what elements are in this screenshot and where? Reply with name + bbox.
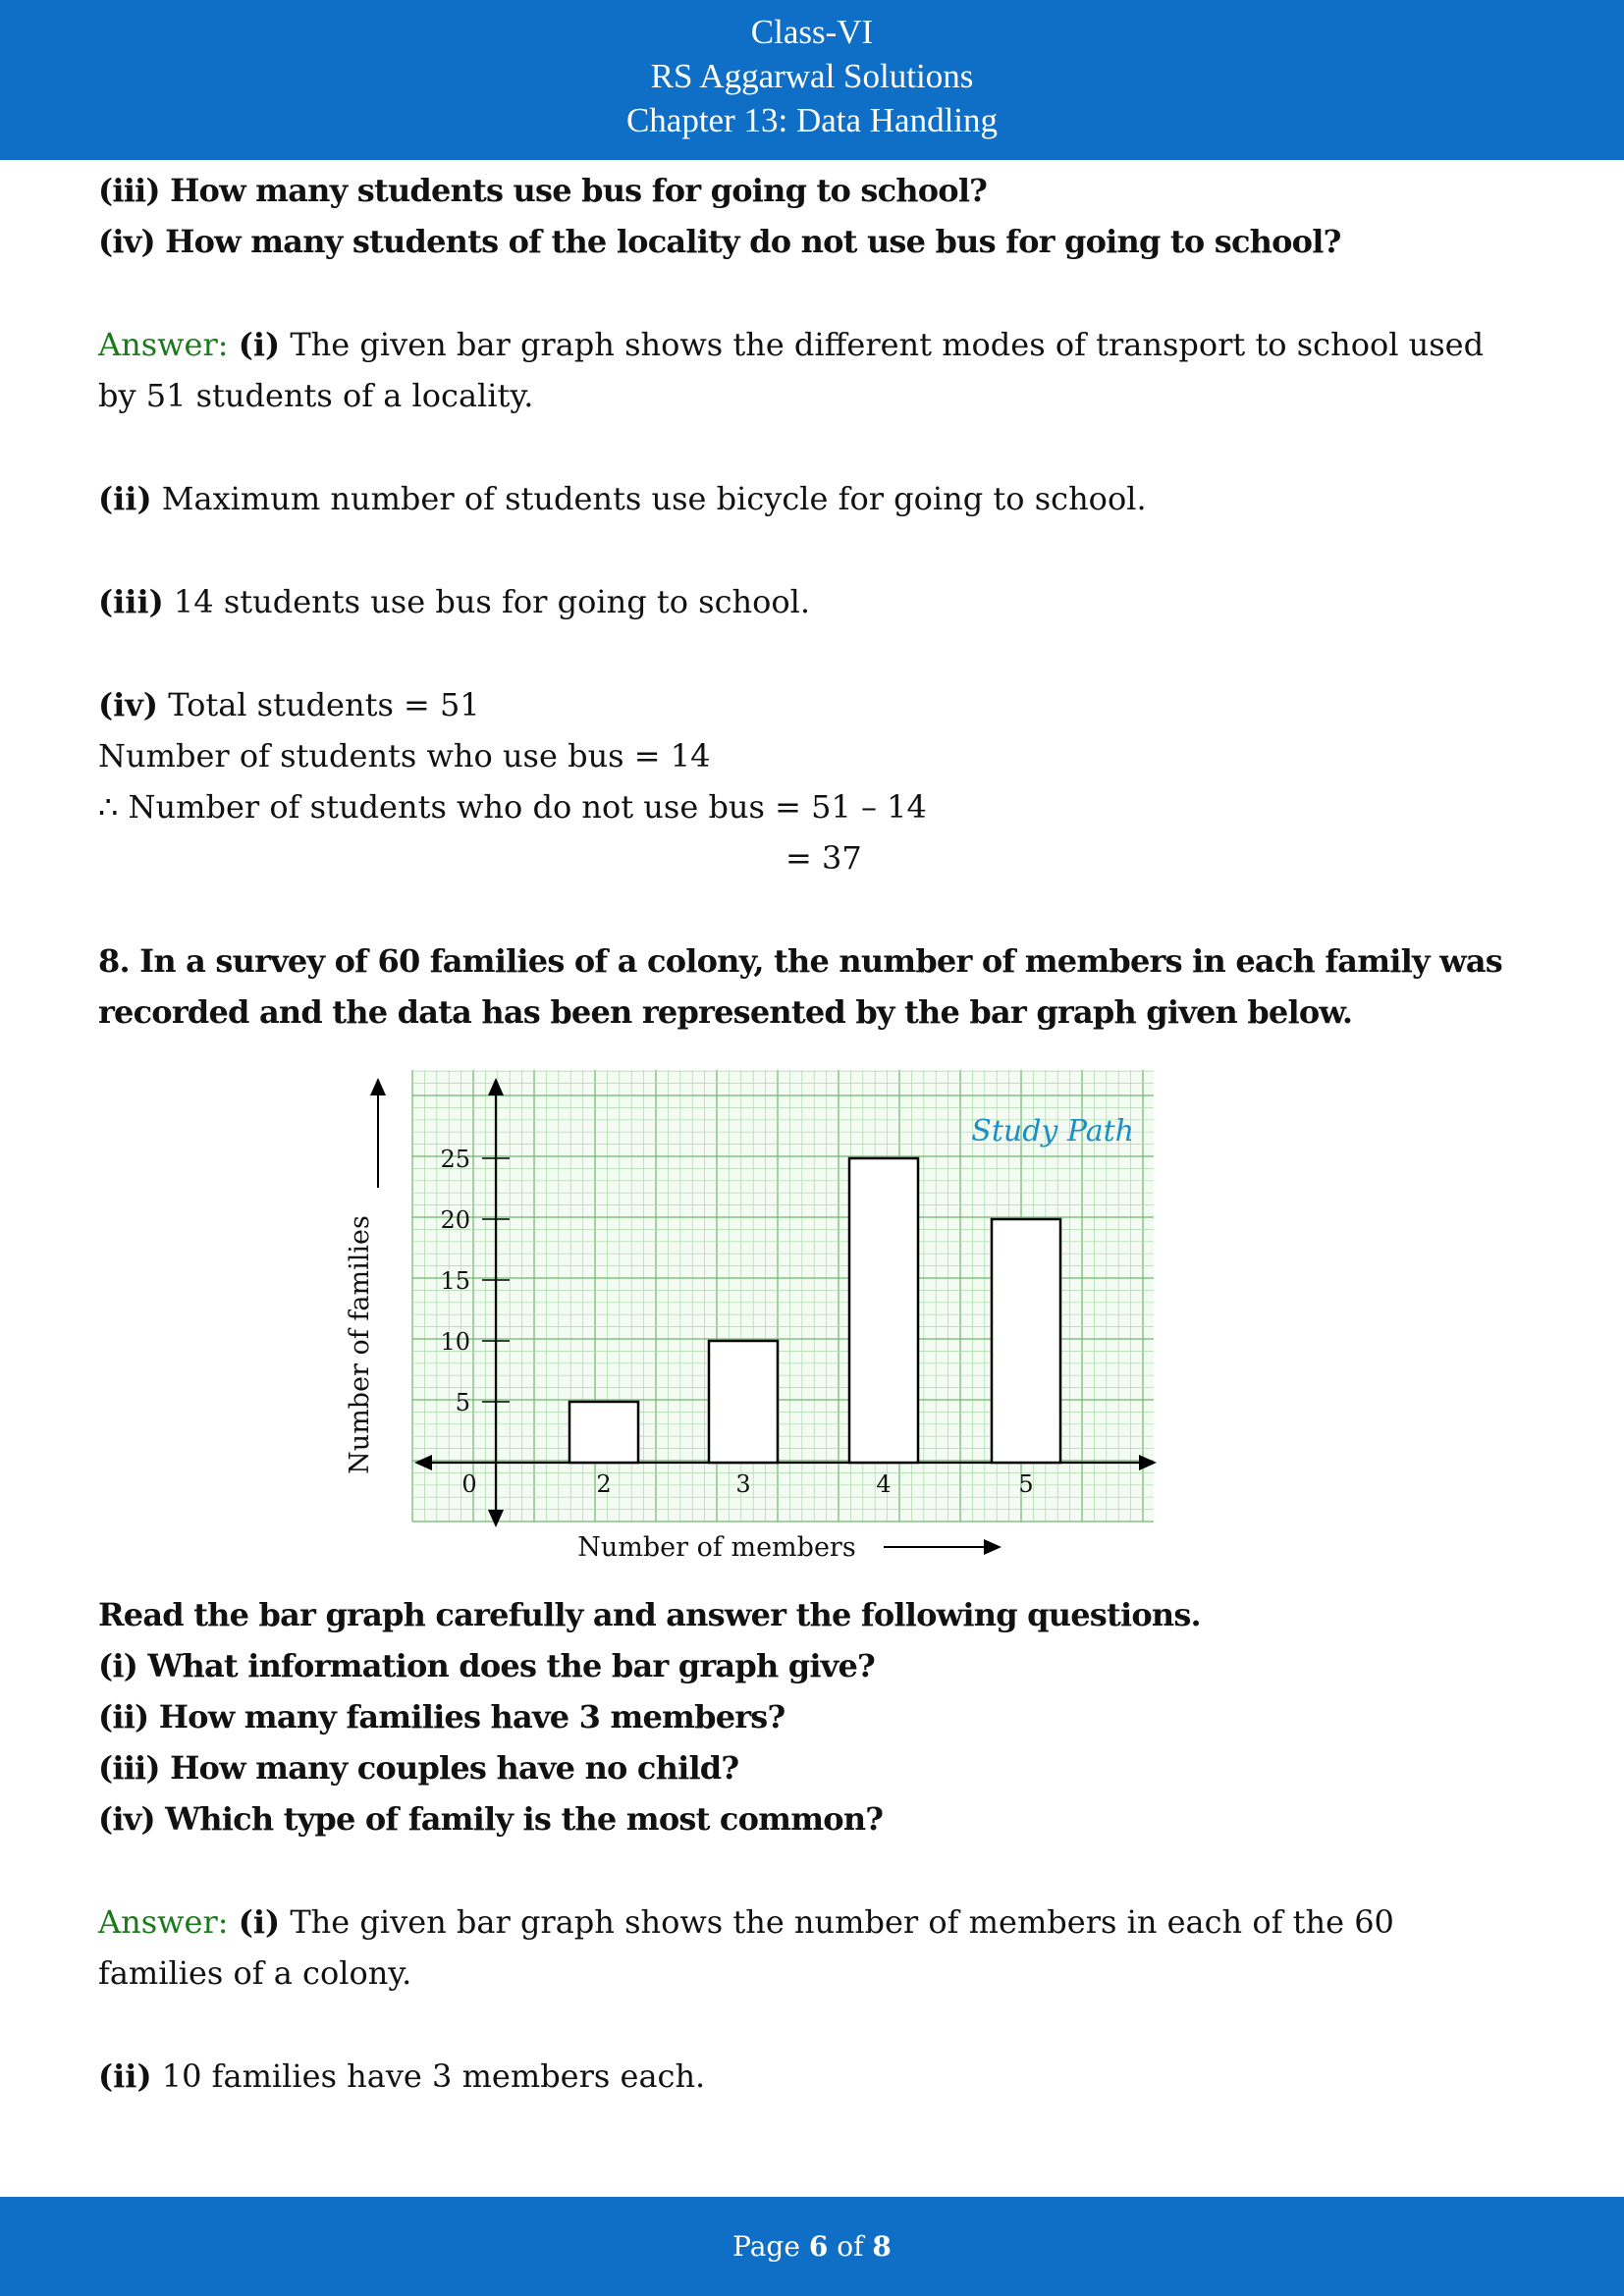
study-path-logo: Study Path [971, 1114, 1134, 1148]
answer-8-ii [98, 2051, 1532, 2102]
question-7-iii: (iii) How many students use bus for going to school? [98, 172, 988, 209]
answer-7-iii [98, 576, 1532, 627]
question-8-line2: recorded and the data has been represented by the bar graph given below. [98, 993, 1353, 1031]
answer-text: Maximum number of students use bicycle for going to school. [151, 480, 1147, 517]
answer-7-iv-line2: Number of students who use bus = 14 [98, 737, 711, 774]
x-tick-label: 2 [596, 1470, 612, 1498]
question-8-ii: (ii) How many families have 3 members? [98, 1698, 785, 1735]
answer-num: (iii) [98, 583, 164, 620]
question-8-iv: (iv) Which type of family is the most common? [98, 1800, 884, 1838]
origin-label: 0 [461, 1470, 477, 1498]
question-8-i: (i) What information does the bar graph give? [98, 1647, 875, 1684]
question-8-line1: 8. In a survey of 60 families of a colony, the number of members in each family was [98, 942, 1503, 980]
answer-num: (i) [238, 1903, 281, 1941]
x-axis-label: Number of members [577, 1532, 856, 1563]
answer-8-i-cont: families of a colony. [98, 1954, 412, 1992]
answer-text: 10 families have 3 members each. [151, 2057, 706, 2095]
y-tick-label: 10 [440, 1328, 470, 1356]
x-tick-label: 4 [876, 1470, 892, 1498]
header-class: Class-VI [750, 13, 874, 51]
bar [709, 1341, 778, 1463]
answer-num: (ii) [98, 480, 152, 517]
answer-8-i [98, 1896, 1532, 1948]
answer-text: The given bar graph shows the number of members in each of the 60 [280, 1903, 1394, 1941]
bar-chart [324, 1060, 1168, 1571]
answer-text: The given bar graph shows the different modes of transport to school used [280, 326, 1485, 363]
page-footer [0, 2197, 1624, 2296]
answer-7-ii [98, 473, 1532, 524]
answer-num: (ii) [98, 2057, 152, 2095]
x-tick-label: 3 [735, 1470, 751, 1498]
x-tick-label: 5 [1018, 1470, 1034, 1498]
question-7-iv: (iv) How many students of the locality do not use bus for going to school? [98, 223, 1341, 260]
question-8-read: Read the bar graph carefully and answer the following questions. [98, 1596, 1201, 1633]
y-tick-label: 15 [440, 1267, 470, 1295]
y-tick-label: 25 [440, 1146, 470, 1173]
y-tick-label: 5 [455, 1389, 470, 1416]
y-tick-label: 20 [440, 1206, 470, 1234]
answer-num: (i) [238, 326, 281, 363]
answer-7-i [98, 319, 1532, 370]
question-8-iii: (iii) How many couples have no child? [98, 1749, 739, 1787]
answer-7-iv-line4: = 37 [785, 839, 862, 877]
answer-7-i-cont: by 51 students of a locality. [98, 377, 534, 414]
answer-num: (iv) [98, 686, 159, 723]
header-book: RS Aggarwal Solutions [650, 57, 974, 95]
answer-text: Total students = 51 [158, 686, 480, 723]
answer-label: Answer: [98, 1903, 229, 1941]
page-number: 6 [808, 2230, 829, 2263]
answer-text: 14 students use bus for going to school. [163, 583, 811, 620]
bar [849, 1158, 918, 1463]
y-axis-label: Number of families [345, 1215, 375, 1474]
answer-label: Answer: [98, 326, 229, 363]
bar [992, 1219, 1060, 1463]
answer-7-iv [98, 679, 1532, 730]
header-chapter: Chapter 13: Data Handling [625, 101, 999, 139]
bar-chart-svg [324, 1060, 1168, 1571]
of-label: of [837, 2230, 864, 2263]
page-total: 8 [872, 2230, 892, 2263]
page-label: Page [732, 2230, 800, 2263]
page-header [0, 0, 1624, 160]
bar [569, 1402, 638, 1463]
x-label-arrow-head [984, 1539, 1001, 1555]
answer-7-iv-line3: ∴ Number of students who do not use bus = 51 – 14 [98, 788, 927, 826]
y-label-arrow-head [370, 1078, 386, 1095]
